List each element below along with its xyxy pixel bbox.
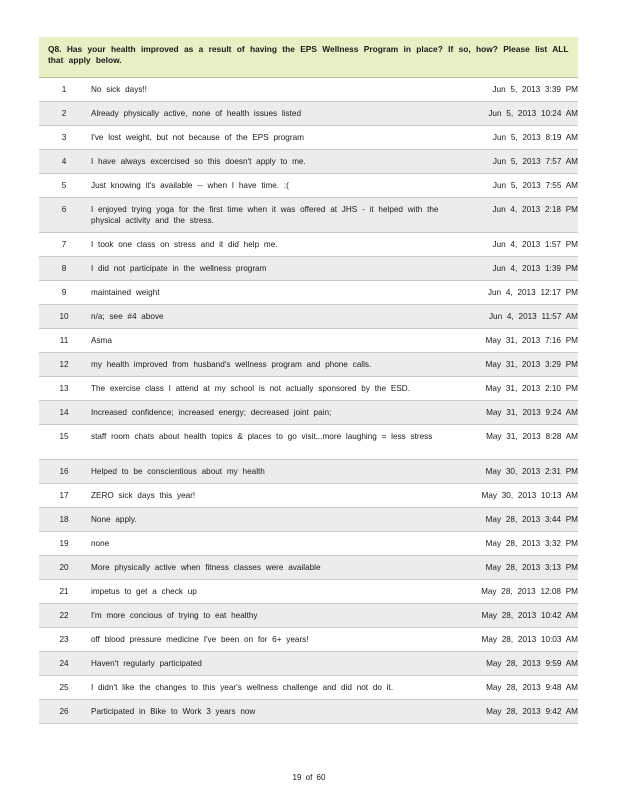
response-number: 12 [59,360,69,369]
response-text: I took one class on stress and it did help me. [91,240,278,249]
response-rows [39,78,578,724]
response-date: May 31, 2013 7:16 PM [485,336,578,345]
response-number: 4 [61,157,67,166]
response-date: May 28, 2013 3:44 PM [485,515,578,524]
response-text: Haven't regularly participated [91,659,202,668]
response-text: n/a; see #4 above [91,312,164,321]
table-row [39,78,578,102]
response-text: Helped to be conscientious about my health [91,467,265,476]
response-number: 13 [59,384,69,393]
response-text: No sick days!! [91,85,147,94]
page-number: 19 of 60 [292,773,326,782]
table-row [39,401,578,425]
response-number: 10 [59,312,69,321]
response-text: maintained weight [91,288,160,297]
response-number: 5 [61,181,67,190]
response-date: Jun 5, 2013 10:24 AM [488,109,578,118]
response-date: May 28, 2013 10:42 AM [481,611,578,620]
response-number: 14 [59,408,69,417]
response-text: Increased confidence; increased energy; decreased joint pain; [91,408,332,417]
response-number: 23 [59,635,69,644]
response-text: impetus to get a check up [91,587,197,596]
response-date: Jun 4, 2013 12:17 PM [487,288,578,297]
table-row [39,150,578,174]
response-text: my health improved from husband's wellness program and phone calls. [91,360,372,369]
response-text: off blood pressure medicine I've been on for 6+ years! [91,635,309,644]
response-date: May 31, 2013 3:29 PM [485,360,578,369]
response-date: May 28, 2013 3:13 PM [485,563,578,572]
table-row [39,281,578,305]
response-text: Participated in Bike to Work 3 years now [91,707,256,716]
table-row [39,652,578,676]
response-date: May 28, 2013 12:08 PM [481,587,578,596]
response-number: 22 [59,611,69,620]
response-date: Jun 4, 2013 11:57 AM [488,312,578,321]
response-text: None apply. [91,515,137,524]
table-row [39,676,578,700]
table-row [39,198,578,233]
response-date: May 28, 2013 9:48 AM [486,683,578,692]
response-number: 25 [59,683,69,692]
table-row [39,580,578,604]
table-row [39,126,578,150]
response-text: I've lost weight, but not because of the EPS program [91,133,304,142]
response-date: Jun 5, 2013 8:19 AM [492,133,578,142]
response-number: 26 [59,707,69,716]
response-number: 7 [61,240,67,249]
response-date: May 31, 2013 2:10 PM [485,384,578,393]
response-text: Asma [91,336,112,345]
response-number: 21 [59,587,69,596]
response-number: 24 [59,659,69,668]
table-row [39,257,578,281]
response-number: 6 [61,205,67,214]
response-text: More physically active when fitness classes were available [91,563,321,572]
response-date: Jun 4, 2013 1:57 PM [492,240,578,249]
response-number: 17 [59,491,69,500]
response-date: May 31, 2013 8:28 AM [486,432,578,441]
response-number: 8 [61,264,67,273]
response-number: 15 [59,432,69,441]
response-text: ZERO sick days this year! [91,491,196,500]
response-text: I have always excercised so this doesn't apply to me. [91,157,306,166]
response-date: Jun 5, 2013 7:55 AM [492,181,578,190]
table-row [39,174,578,198]
response-number: 19 [59,539,69,548]
table-row [39,508,578,532]
table-row [39,305,578,329]
response-text: staff room chats about health topics & places to go visit...more laughing = less stress [91,432,433,441]
table-row [39,102,578,126]
table-row [39,353,578,377]
response-number: 20 [59,563,69,572]
table-row [39,460,578,484]
response-date: Jun 5, 2013 7:57 AM [492,157,578,166]
table-row [39,425,578,460]
response-number: 11 [59,336,69,345]
response-date: May 31, 2013 9:24 AM [486,408,578,417]
response-date: May 30, 2013 2:31 PM [485,467,578,476]
response-number: 3 [61,133,67,142]
response-number: 18 [59,515,69,524]
table-row [39,700,578,724]
table-row [39,233,578,257]
response-number: 9 [61,288,67,297]
response-date: May 28, 2013 9:59 AM [486,659,578,668]
response-text: none [91,539,110,548]
response-number: 16 [59,467,69,476]
response-number: 1 [61,85,67,94]
table-row [39,484,578,508]
response-date: Jun 5, 2013 3:39 PM [492,85,578,94]
response-text: I'm more concious of trying to eat healthy [91,611,258,620]
table-row [39,604,578,628]
response-date: May 28, 2013 3:32 PM [485,539,578,548]
question-header: Q8. Has your health improved as a result of having the EPS Wellness Program in place? If so, how? Please list ALL that apply below. [39,37,578,78]
response-date: May 28, 2013 10:03 AM [481,635,578,644]
response-text: Already physically active, none of health issues listed [91,109,302,118]
response-text: The exercise class I attend at my school is not actually sponsored by the ESD. [91,384,410,393]
response-text: I didn't like the changes to this year's wellness challenge and did not do it. [91,683,394,692]
table-row [39,556,578,580]
response-date: May 30, 2013 10:13 AM [481,491,578,500]
table-row [39,377,578,401]
table-row [39,329,578,353]
response-date: Jun 4, 2013 2:18 PM [492,205,578,214]
response-text: I did not participate in the wellness program [91,264,267,273]
response-date: Jun 4, 2013 1:39 PM [492,264,578,273]
response-text: Just knowing it's available -- when I have time. :( [91,181,289,190]
table-row [39,628,578,652]
survey-table [39,37,578,724]
response-text: I enjoyed trying yoga for the first time when it was offered at JHS - it helped with the physical activity and the stress. [91,205,439,225]
response-date: May 28, 2013 9:42 AM [486,707,578,716]
response-number: 2 [61,109,67,118]
table-row [39,532,578,556]
